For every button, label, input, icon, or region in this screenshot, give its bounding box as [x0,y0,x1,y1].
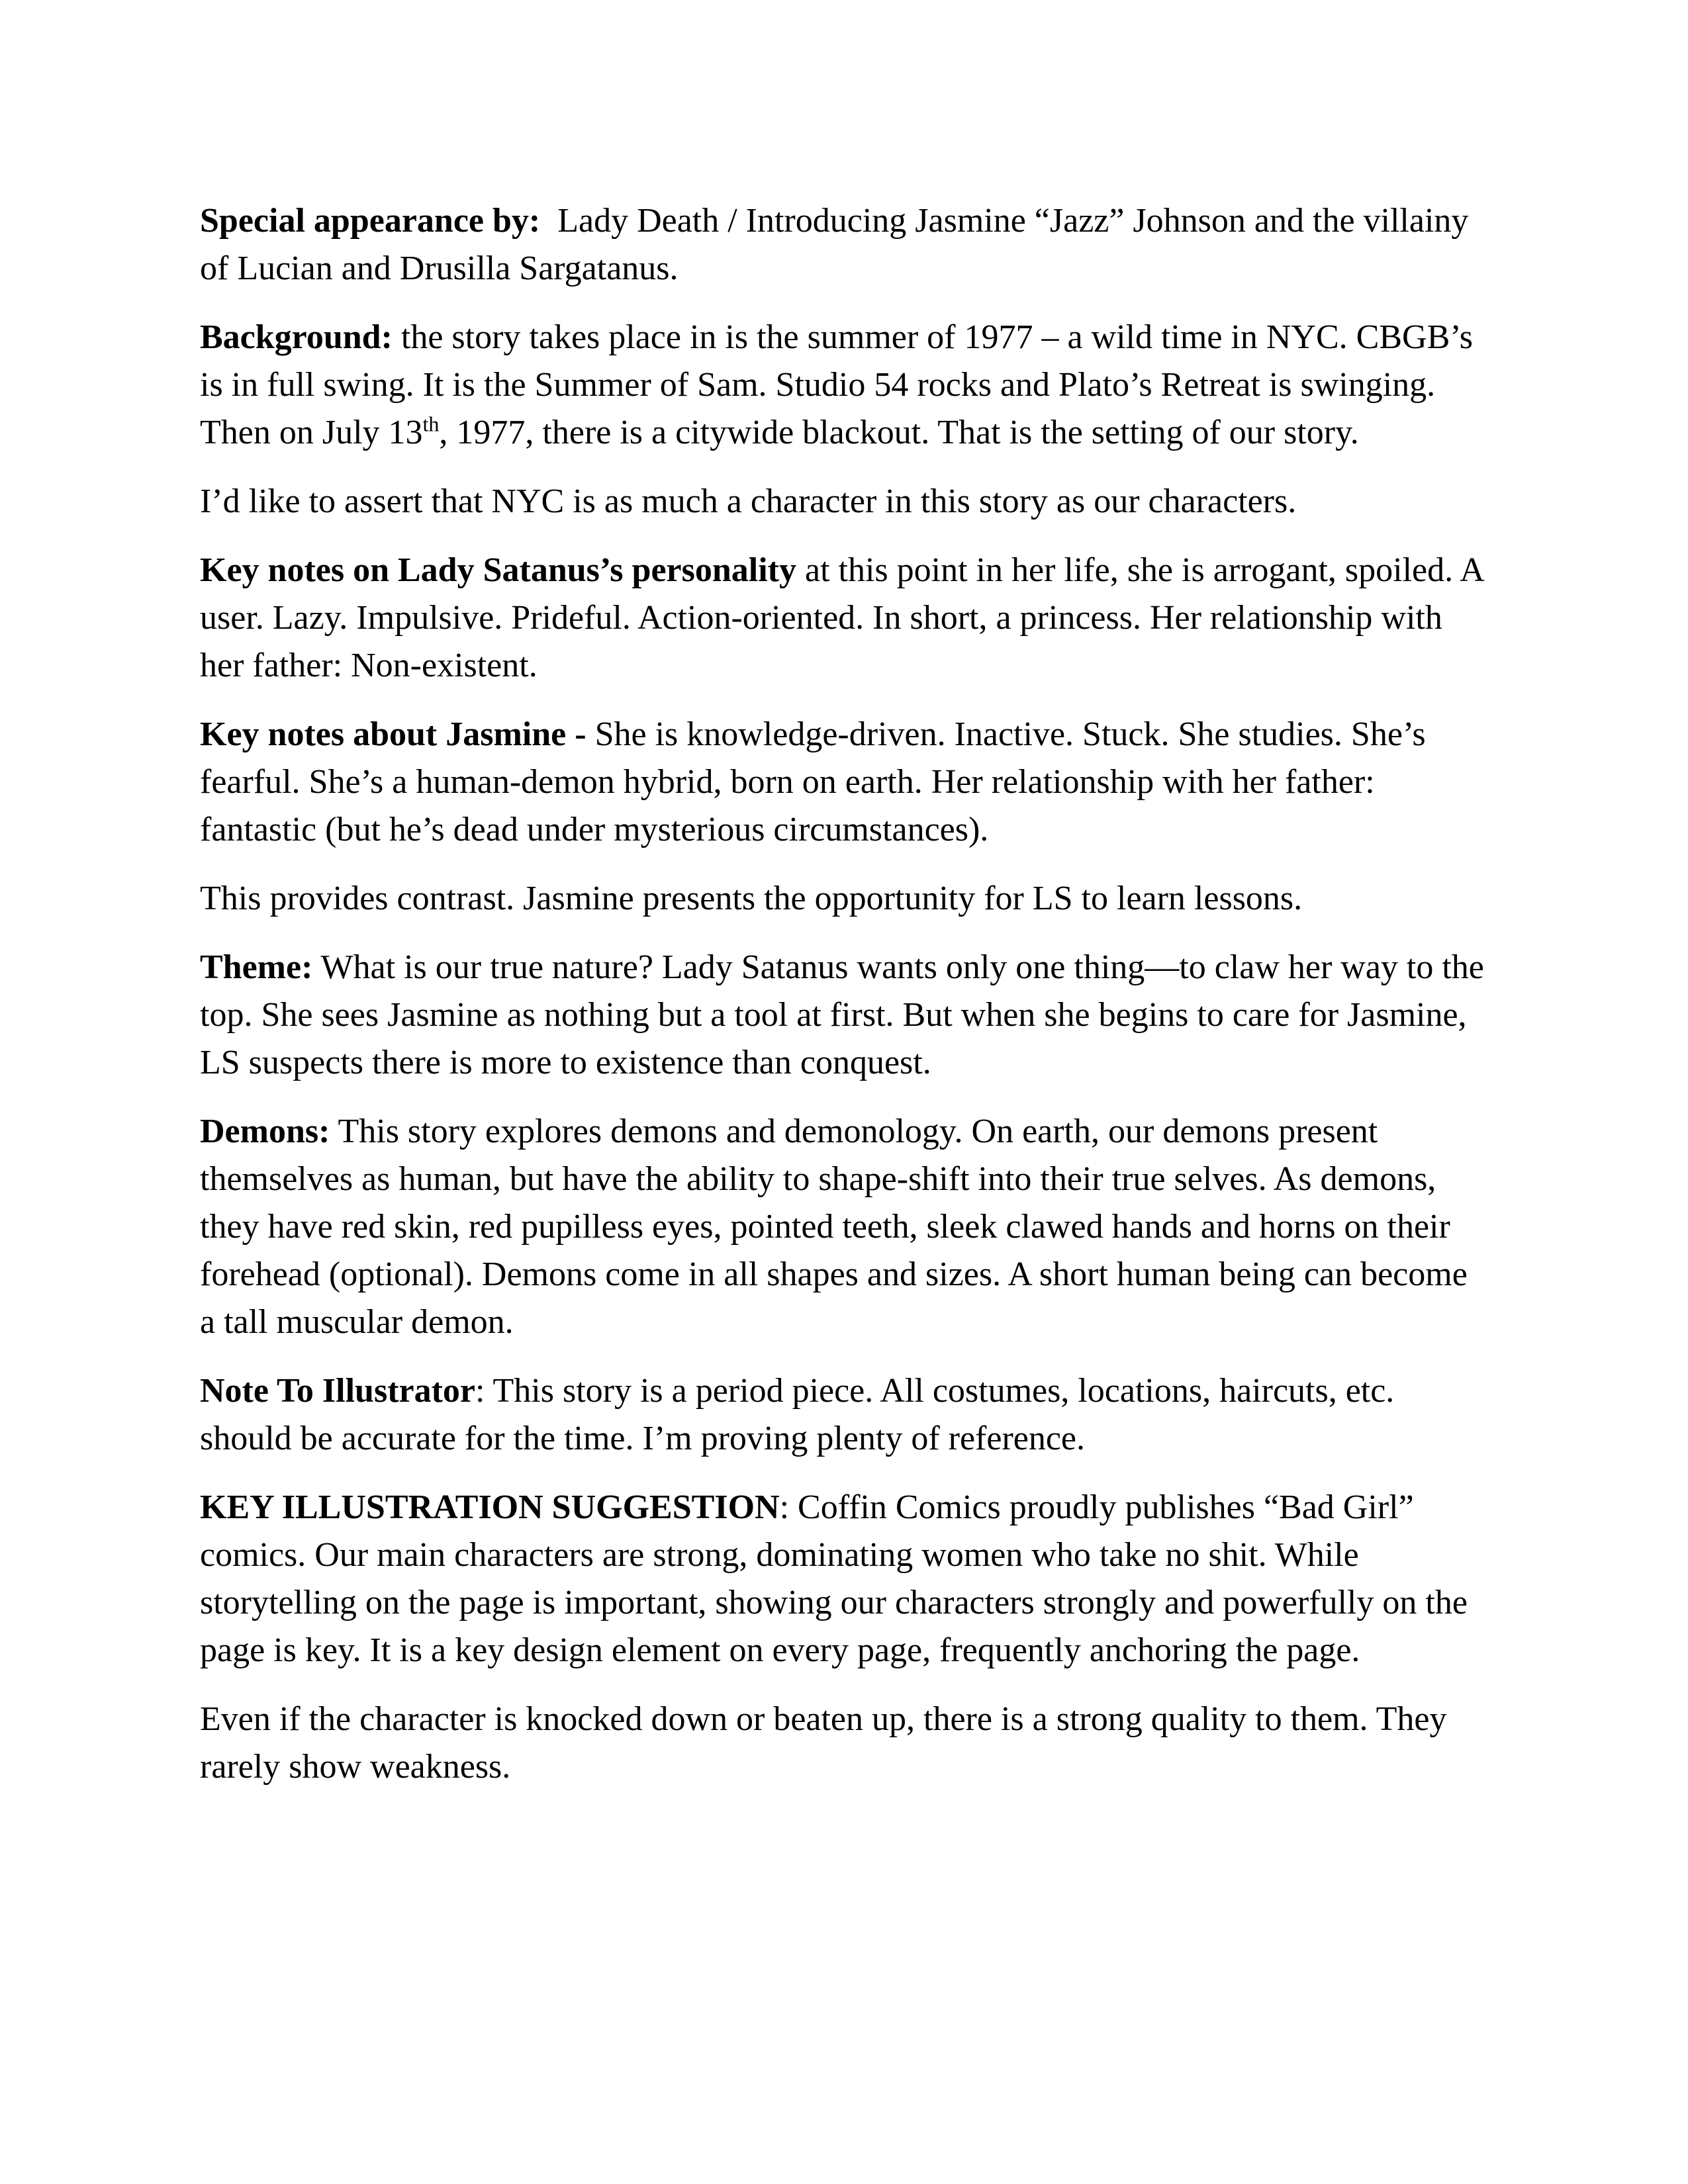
paragraph-label: Special appearance by: [200,202,541,240]
paragraph-demons [200,1108,1491,1346]
document-body [200,197,1491,1812]
paragraph-jasmine-notes [200,711,1491,854]
paragraph-label: Background: [200,318,393,356]
paragraph-text: This story explores demons and demonology. On earth, our demons present themselves as human, but have the ability to shape-shift into their true selves. As demons, they have red skin, red pupilless eyes, pointed teeth, sleek clawed hands and horns on their forehead (optional). Demons come in all shapes and sizes. A short human being can become a tall muscular demon. [200,1113,1468,1341]
paragraph-strong-quality [200,1696,1491,1791]
paragraph-label: KEY ILLUSTRATION SUGGESTION [200,1488,780,1526]
paragraph-theme [200,944,1491,1087]
paragraph-text: , 1977, there is a citywide blackout. That is the setting of our story. [439,414,1359,451]
paragraph-nyc-character [200,478,1491,525]
paragraph-note-to-illustrator [200,1367,1491,1463]
paragraph-special-appearance [200,197,1491,293]
paragraph-lady-satanus-personality [200,547,1491,690]
ordinal-suffix: th [422,412,440,436]
paragraph-contrast [200,875,1491,923]
paragraph-label: Key notes about Jasmine - [200,715,586,753]
paragraph-background [200,314,1491,457]
paragraph-text: : Coffin Comics proudly publishes “Bad Girl” comics. Our main characters are strong, dominating women who take no shit. While storytelling on the page is important, showing our characters strongly and powerfully on the page is key. It is a key design element on every page, frequently anchoring the page. [200,1488,1468,1669]
paragraph-text: She is knowledge-driven. Inactive. Stuck. She studies. She’s fearful. She’s a human-demon hybrid, born on earth. Her relationship with her father: fantastic (but he’s dead under mysterious circumstances). [200,715,1426,848]
paragraph-text: Lady Death / Introducing Jasmine “Jazz” Johnson and the villainy of Lucian and Drusilla Sargatanus. [200,202,1477,287]
paragraph-label: Demons: [200,1113,330,1150]
paragraph-label: Key notes on Lady Satanus’s personality [200,551,796,589]
paragraph-text: Even if the character is knocked down or beaten up, there is a strong quality to them. They rarely show weakness. [200,1700,1447,1786]
paragraph-text: the story takes place in is the summer of 1977 – a wild time in NYC. CBGB’s is in full swing. It is the Summer of Sam. Studio 54 rocks and Plato’s Retreat is swinging. Then on July 13 [200,318,1473,451]
paragraph-label: Note To Illustrator [200,1372,475,1410]
paragraph-text: : This story is a period piece. All costumes, locations, haircuts, etc. should be accurate for the time. I’m proving plenty of reference. [200,1372,1395,1457]
paragraph-text: What is our true nature? Lady Satanus wants only one thing—to claw her way to the top. She sees Jasmine as nothing but a tool at first. But when she begins to care for Jasmine, LS suspects there is more to existence than conquest. [200,948,1484,1081]
paragraph-text: at this point in her life, she is arrogant, spoiled. A user. Lazy. Impulsive. Prideful. Action-oriented. In short, a princess. Her relationship with her father: Non-existent. [200,551,1483,684]
paragraph-label: Theme: [200,948,313,986]
paragraph-key-illustration-suggestion [200,1484,1491,1674]
paragraph-text: I’d like to assert that NYC is as much a character in this story as our characters. [200,482,1297,520]
paragraph-text: This provides contrast. Jasmine presents the opportunity for LS to learn lessons. [200,880,1303,917]
